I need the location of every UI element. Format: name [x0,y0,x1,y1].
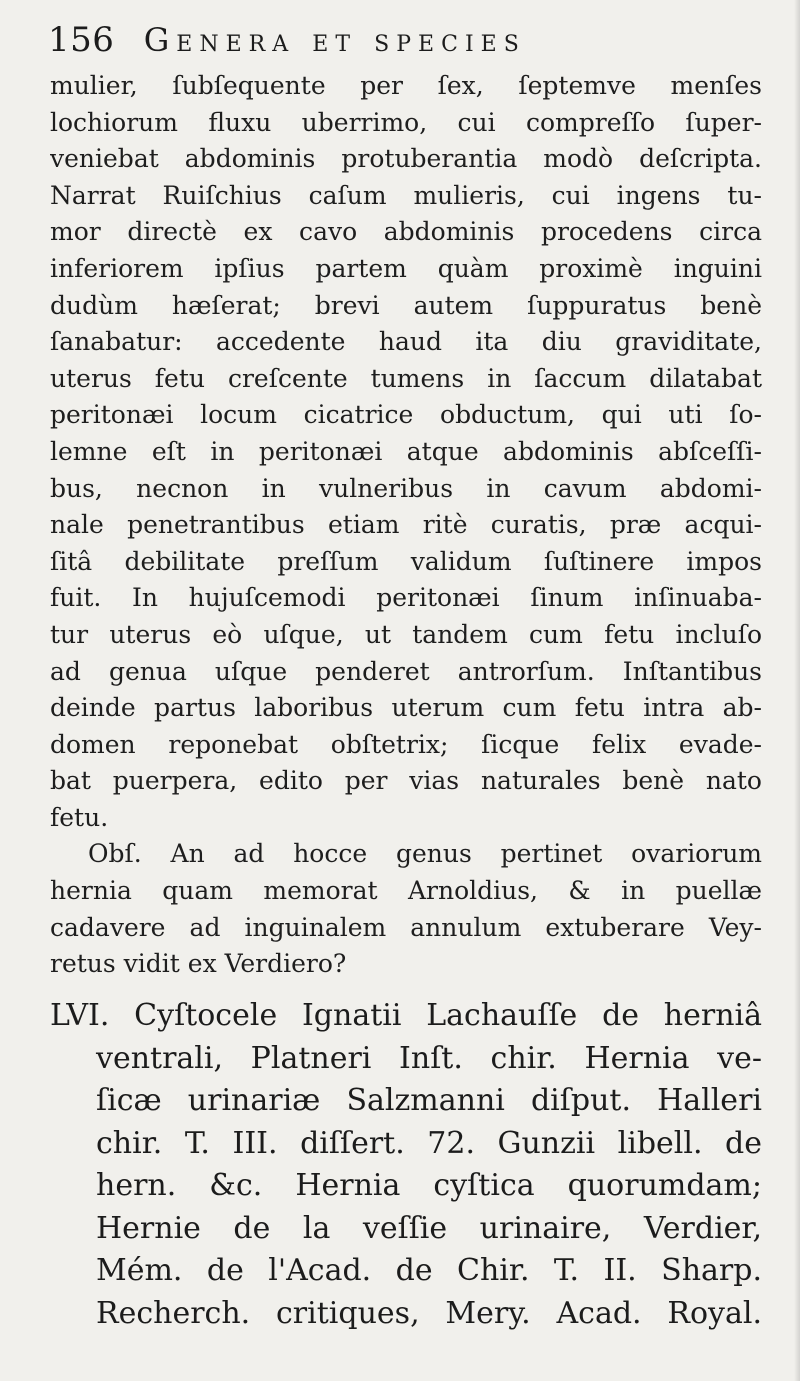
text-line: inferiorem ipſius partem quàm proximè inguini [50,253,762,283]
text-line: deinde partus laboribus uterum cum fetu intra ab- [50,693,762,723]
text-line: tur uterus eò uſque, ut tandem cum fetu incluſo [50,619,762,649]
main-text [50,68,762,983]
text-line: fetu. [50,802,109,832]
text-line: uterus fetu creſcente tumens in ſaccum dilatabat [50,363,762,393]
page-edge-shadow [794,0,800,1381]
entry-line: chir. T. III. diſſert. 72. Gunzii libell. de [96,1125,762,1161]
text-line: bat puerpera, edito per vias naturales benè nato [50,766,762,796]
text-line: peritonæi locum cicatrice obductum, qui uti ſo- [50,400,762,430]
page-number: 156 [48,20,115,60]
text-line: lochiorum fluxu uberrimo, cui compreſſo ſuper- [50,107,762,137]
text-line: domen reponebat obſtetrix; ſicque felix evade- [50,729,762,759]
text-line: ad genua uſque penderet antrorſum. Inſtantibus [50,656,762,686]
text-line: dudùm hæſerat; brevi autem ſuppuratus benè [50,290,762,320]
text-line: nale penetrantibus etiam ritè curatis, præ acqui- [50,510,762,540]
entry-line: hern. &c. Hernia cyſtica quorumdam; [96,1168,762,1203]
entry-line: Recherch. critiques, Mery. Acad. Royal. [96,1295,762,1331]
text-line: ſanabatur: accedente haud ita diu graviditate, [50,327,762,357]
entry-line: ventrali, Platneri Inſt. chir. Hernia ve- [96,1040,762,1076]
observation-line: Obſ. An ad hocce genus pertinet ovariorum [88,839,762,869]
text-line: veniebat abdominis protuberantia modò deſcripta. [50,144,762,174]
page-header [48,20,758,60]
text-line: ſitâ debilitate preſſum validum ſuſtinere impos [50,546,762,576]
text-line: bus, necnon in vulneribus in cavum abdomi- [50,473,762,503]
text-line: Narrat Ruiſchius caſum mulieris, cui ingens tu- [50,180,762,210]
text-line: fuit. In hujuſcemodi peritonæi ſinum inſinuaba- [50,583,762,613]
text-line: mulier, ſubſequente per ſex, ſeptemve menſes [50,71,762,100]
observation-line: cadavere ad inguinalem annulum extuberare Vey- [50,912,762,942]
text-line: lemne eſt in peritonæi atque abdominis abſceſſi- [50,436,762,466]
entry-line: LVI. Cyſtocele Ignatii Lachauſſe de herniâ [50,998,762,1033]
entry-lvi [50,995,762,1335]
observation-line: retus vidit ex Verdiero? [50,949,347,979]
entry-line: Hernie de la veſſie urinaire, Verdier, [96,1210,762,1246]
entry-line: Mém. de l'Acad. de Chir. T. II. Sharp. [96,1253,762,1288]
text-line: mor directè ex cavo abdominis procedens circa [50,217,762,247]
running-title: Genera et species [143,21,526,59]
observation-line: hernia quam memorat Arnoldius, & in puellæ [50,876,762,906]
entry-line: ſicæ urinariæ Salzmanni diſput. Halleri [96,1083,762,1118]
